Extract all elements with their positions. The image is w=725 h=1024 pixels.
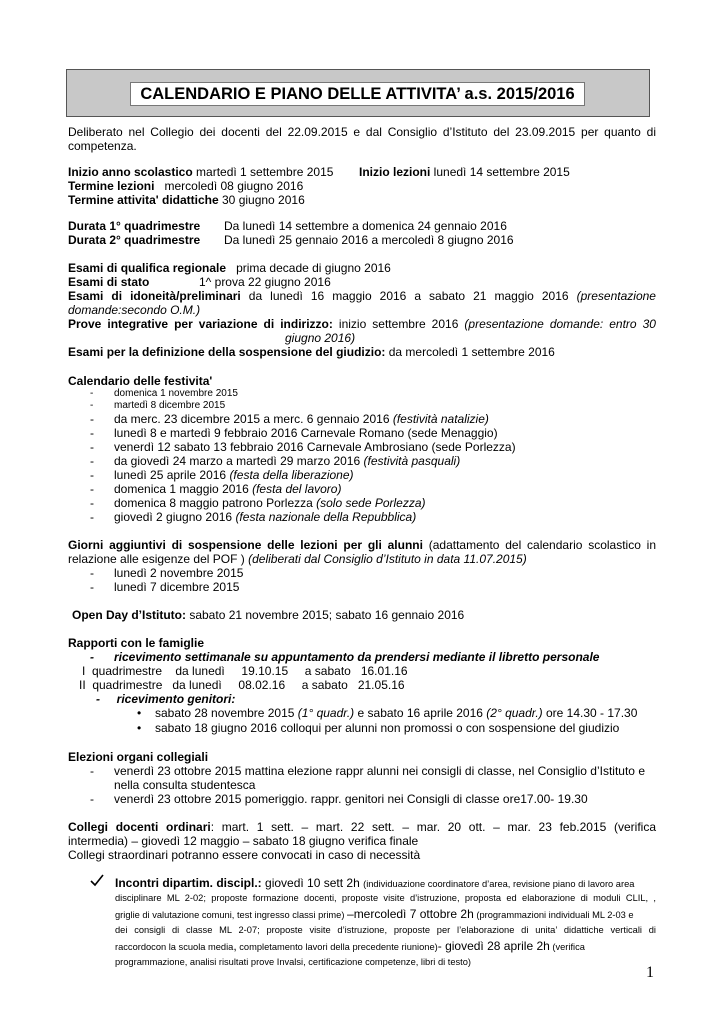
collegi-line2: intermedia) – giovedì 12 maggio – sabato 18 giugno verifica finale [68, 834, 419, 848]
activities-end: Termine attivita' didattiche 30 giugno 2016 [68, 193, 305, 207]
holiday-item: - giovedì 2 giugno 2016 (festa nazionale della Repubblica) [114, 510, 416, 524]
title-box [66, 69, 650, 117]
holiday-item: - da giovedì 24 marzo a martedì 29 marzo 2016 (festività pasquali) [114, 454, 460, 468]
exam-stato-label: Esami di stato [68, 275, 150, 289]
extra-day-item: - lunedì 7 dicembre 2015 [114, 580, 239, 594]
incontri-line6: programmazione, analisi risultati prove Invalsi, certificazione competenze, libri di testo) [115, 957, 472, 967]
incontri-line1: Incontri dipartim. discipl.: giovedì 10 sett 2h (individuazione coordinatore d’area, revisione piano di lavoro area [115, 876, 635, 890]
families-general-item: • sabato 18 giugno 2016 colloqui per alunni non promossi o con sospensione del giudizio [155, 721, 619, 735]
extra-days-line2: relazione alle esigenze del POF ) (deliberati dal Consiglio d’Istituto in data 11.07.2015) [68, 552, 527, 566]
prove-integrative: Prove integrative per variazione di indirizzo: inizio settembre 2016 (presentazione domande: entro 30 [68, 317, 656, 331]
collegi-line1: Collegi docenti ordinari: mart. 1 sett. – mart. 22 sett. – mar. 20 ott. – mar. 23 feb.2015 (verifica [68, 820, 656, 834]
exam-qualifica: Esami di qualifica regionale prima decade di giugno 2016 [68, 261, 391, 275]
holiday-small-item: - domenica 1 novembre 2015 [114, 388, 238, 400]
exam-stato-value: 1^ prova 22 giugno 2016 [199, 275, 331, 289]
families-q1: I quadrimestre da lunedì 19.10.15 a sabato 16.01.16 [82, 664, 408, 678]
families-weekly: - ricevimento settimanale su appuntamento da prendersi mediante il libretto personale [114, 650, 599, 664]
elections-item-cont: nella consulta studentesca [114, 778, 256, 792]
extra-days-heading: Giorni aggiuntivi di sospensione delle lezioni per gli alunni (adattamento del calendario scolastico in [68, 538, 657, 552]
q1-value: Da lunedì 14 settembre a domenica 24 gennaio 2016 [224, 219, 507, 233]
elections-item: - venerdì 23 ottobre 2015 mattina elezione rappr alunni nei consigli di classe, nel Consiglio d’Istituto e [114, 764, 645, 778]
exam-idoneita-note: domande:secondo O.M.) [68, 303, 201, 317]
lessons-end: Termine lezioni mercoledì 08 giugno 2016 [68, 179, 304, 193]
families-heading: Rapporti con le famiglie [68, 636, 205, 650]
lessons-start: Inizio lezioni lunedì 14 settembre 2015 [359, 165, 570, 179]
incontri-line2: disciplinare ML 2-02; proposte formazione docenti, proposte visite d’istruzione, proposta ed elaborazione di moduli CLIL, , [115, 893, 656, 903]
extra-day-item: - lunedì 2 novembre 2015 [114, 566, 243, 580]
holiday-small-item: - martedì 8 dicembre 2015 [114, 400, 225, 412]
holidays-heading: Calendario delle festivita' [68, 374, 213, 388]
sospensione-giudizio: Esami per la definizione della sospensione del giudizio: da mercoledì 1 settembre 2016 [68, 345, 555, 359]
holiday-item: - da merc. 23 dicembre 2015 a merc. 6 gennaio 2016 (festività natalizie) [114, 412, 489, 426]
school-start: Inizio anno scolastico martedì 1 settembre 2015 [68, 165, 334, 179]
families-general: - ricevimento genitori: [96, 692, 236, 706]
incontri-line3: griglie di valutazione comuni, test ingresso classi prime) –mercoledì 7 ottobre 2h (programmazioni individuali ML 2-03 e [115, 907, 634, 921]
open-day: Open Day d’Istituto: sabato 21 novembre 2015; sabato 16 gennaio 2016 [72, 608, 465, 622]
intro-line2: competenza. [68, 139, 137, 153]
incontri-line4: dei consigli di classe ML 2-07; proposte visite d’istruzione, proposte per l’elaborazione di unita’ didattiche verticali di [115, 925, 656, 935]
elections-heading: Elezioni organi collegiali [68, 750, 209, 764]
incontri-line5: raccordocon la scuola media, completamento lavori della precedente riunione)- giovedì 28 aprile 2h (verifica [115, 939, 585, 953]
elections-item: - venerdì 23 ottobre 2015 pomeriggio. rappr. genitori nei Consigli di classe ore17.00- 19.30 [114, 792, 588, 806]
holiday-item: - venerdì 12 sabato 13 febbraio 2016 Carnevale Ambrosiano (sede Porlezza) [114, 440, 516, 454]
check-icon [90, 873, 104, 890]
q2-value: Da lunedì 25 gennaio 2016 a mercoledì 8 giugno 2016 [224, 233, 514, 247]
holiday-item: - domenica 8 maggio patrono Porlezza (solo sede Porlezza) [114, 496, 426, 510]
prove-integrative-note: giugno 2016) [285, 331, 356, 345]
collegi-line3: Collegi straordinari potranno essere convocati in caso di necessità [68, 848, 421, 862]
holiday-item: - domenica 1 maggio 2016 (festa del lavoro) [114, 482, 341, 496]
families-q2: II quadrimestre da lunedì 08.02.16 a sabato 21.05.16 [79, 678, 405, 692]
page-title: CALENDARIO E PIANO DELLE ATTIVITA’ a.s. 2015/2016 [130, 82, 585, 106]
page-number: 1 [646, 964, 654, 981]
holiday-item: - lunedì 8 e martedì 9 febbraio 2016 Carnevale Romano (sede Menaggio) [114, 426, 498, 440]
intro-line1: Deliberato nel Collegio dei docenti del 22.09.2015 e dal Consiglio d’Istituto del 23.09.2015 per quanto di [68, 125, 656, 139]
families-general-item: • sabato 28 novembre 2015 (1° quadr.) e sabato 16 aprile 2016 (2° quadr.) ore 14.30 - 17.30 [155, 706, 637, 720]
q2-label: Durata 2° quadrimestre [68, 233, 201, 247]
holiday-item: - lunedì 25 aprile 2016 (festa della liberazione) [114, 468, 354, 482]
q1-label: Durata 1° quadrimestre [68, 219, 201, 233]
exam-idoneita: Esami di idoneità/preliminari da lunedì 16 maggio 2016 a sabato 21 maggio 2016 (presentazione [68, 289, 656, 303]
